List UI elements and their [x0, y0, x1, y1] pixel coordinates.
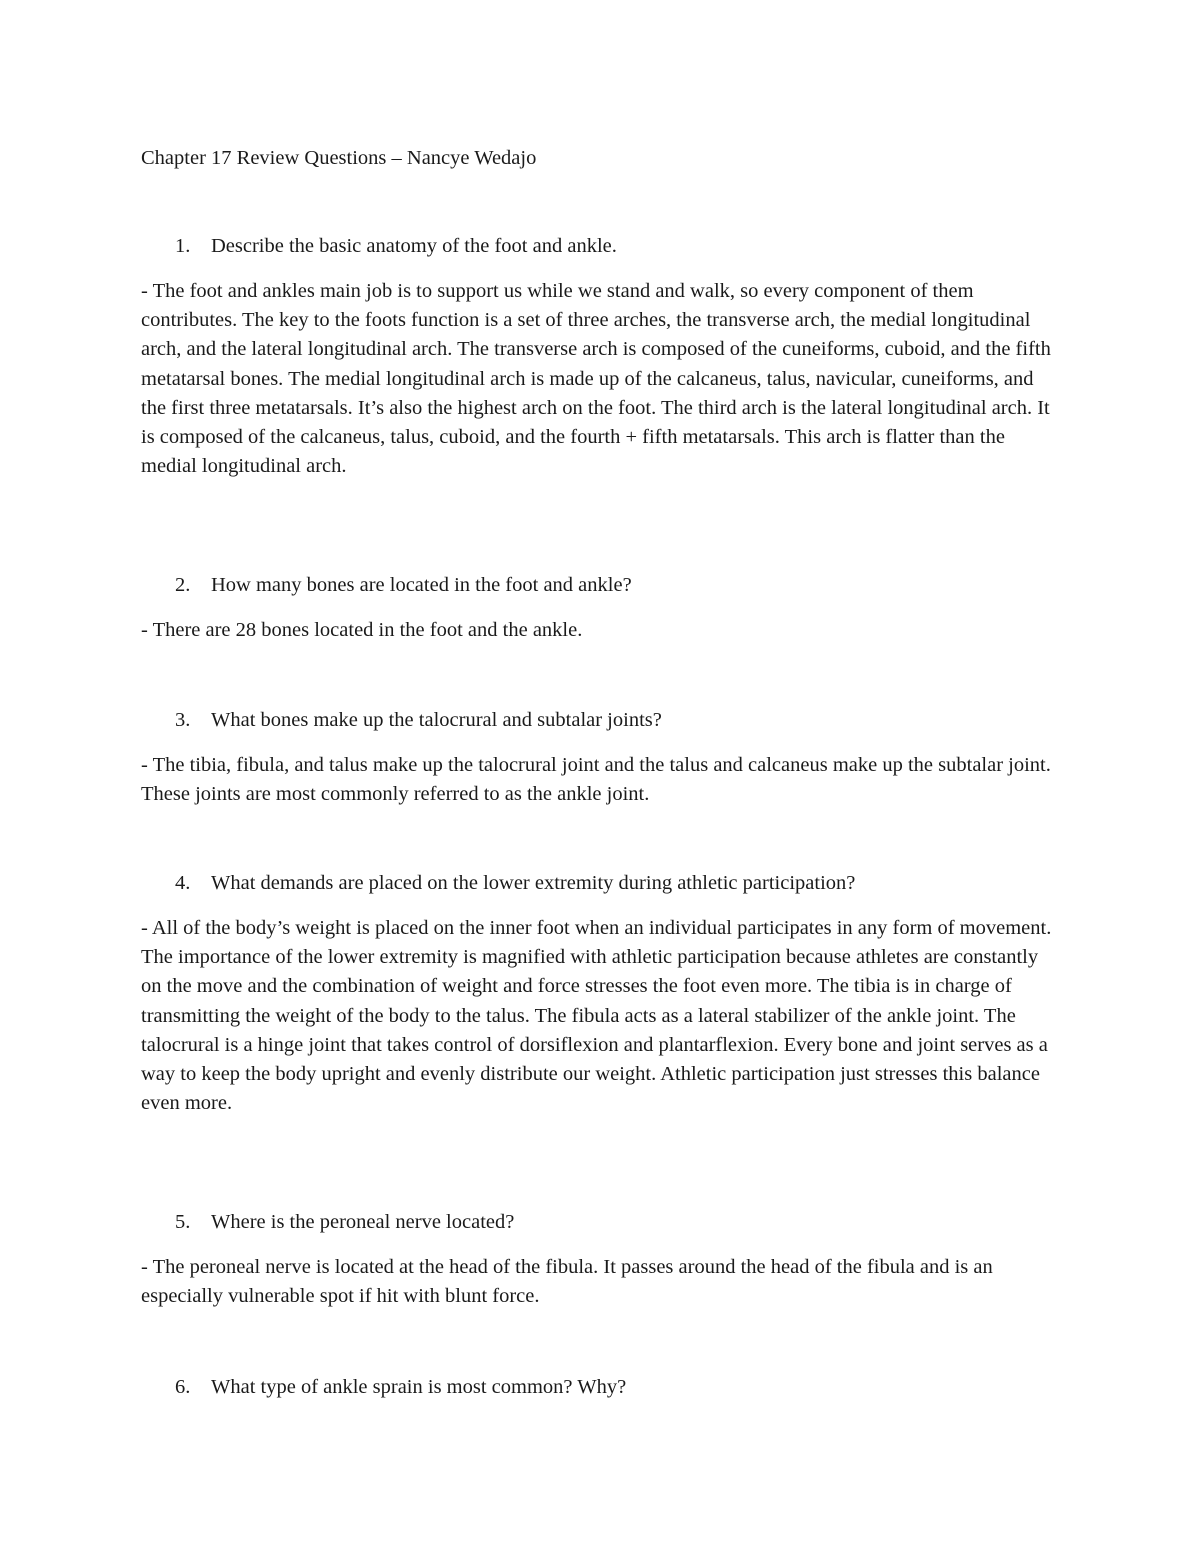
question-block-2	[141, 571, 1061, 645]
document-title: Chapter 17 Review Questions – Nancye Wedajo	[141, 147, 537, 169]
question-text: What demands are placed on the lower extremity during athletic participation?	[211, 872, 856, 894]
question-6	[141, 1373, 1061, 1402]
question-number: 4.	[175, 872, 191, 894]
question-1	[141, 232, 1061, 261]
question-5	[141, 1208, 1061, 1237]
question-4	[141, 869, 1061, 898]
question-block-1	[141, 232, 1061, 481]
question-block-3	[141, 706, 1061, 809]
question-text: How many bones are located in the foot and ankle?	[211, 574, 632, 596]
question-block-5	[141, 1208, 1061, 1311]
question-number: 2.	[175, 574, 191, 596]
question-text: What type of ankle sprain is most common? Why?	[211, 1376, 627, 1398]
question-3	[141, 706, 1061, 735]
question-number: 5.	[175, 1211, 191, 1233]
question-number: 3.	[175, 709, 191, 731]
answer-5: - The peroneal nerve is located at the head of the fibula. It passes around the head of the fibula and is an especially vulnerable spot if hit with blunt force.	[141, 1256, 993, 1308]
answer-2: - There are 28 bones located in the foot and the ankle.	[141, 619, 583, 641]
question-number: 1.	[175, 235, 191, 257]
question-block-6	[141, 1373, 1061, 1402]
question-text: What bones make up the talocrural and subtalar joints?	[211, 709, 662, 731]
question-2	[141, 571, 1061, 600]
answer-4: - All of the body’s weight is placed on the inner foot when an individual participates in any form of movement. The importance of the lower extremity is magnified with athletic participation because athletes are constantly on the move and the combination of weight and force stresses the foot even more. The tibia is in charge of transmitting the weight of the body to the talus. The fibula acts as a lateral stabilizer of the ankle joint. The talocrural is a hinge joint that takes control of dorsiflexion and plantarflexion. Every bone and joint serves as a way to keep the body upright and evenly distribute our weight. Athletic participation just stresses this balance even more.	[141, 917, 1052, 1115]
question-number: 6.	[175, 1376, 191, 1398]
question-block-4	[141, 869, 1061, 1118]
question-text: Where is the peroneal nerve located?	[211, 1211, 515, 1233]
answer-3: - The tibia, fibula, and talus make up the talocrural joint and the talus and calcaneus make up the subtalar joint. These joints are most commonly referred to as the ankle joint.	[141, 754, 1051, 806]
question-text: Describe the basic anatomy of the foot and ankle.	[211, 235, 617, 257]
answer-1: - The foot and ankles main job is to support us while we stand and walk, so every component of them contributes. The key to the foots function is a set of three arches, the transverse arch, the medial longitudinal arch, and the lateral longitudinal arch. The transverse arch is composed of the cuneiforms, cuboid, and the fifth metatarsal bones. The medial longitudinal arch is made up of the calcaneus, talus, navicular, cuneiforms, and the first three metatarsals. It’s also the highest arch on the foot. The third arch is the lateral longitudinal arch. It is composed of the calcaneus, talus, cuboid, and the fourth + fifth metatarsals. This arch is flatter than the medial longitudinal arch.	[141, 280, 1051, 478]
